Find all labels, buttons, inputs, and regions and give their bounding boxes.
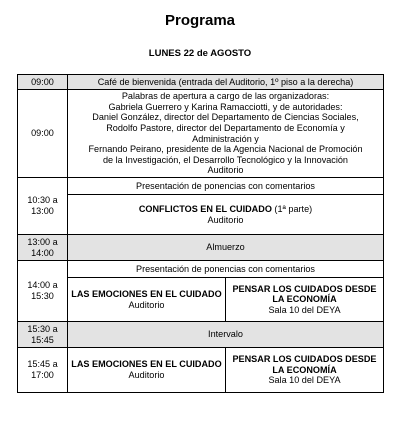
schedule-row-break: [18, 322, 384, 348]
session-room: Sala 10 del DEYA: [268, 375, 341, 386]
session-title: LAS EMOCIONES EN EL CUIDADO: [71, 288, 222, 299]
session-title: PENSAR LOS CUIDADOS DESDE LA ECONOMÍA: [232, 283, 377, 305]
opening-line: Rodolfo Pastore, director del Departamento de Economía y: [106, 122, 345, 133]
session-cell: [68, 195, 384, 235]
schedule-row-session1: [18, 195, 384, 235]
schedule-row-lunch: [18, 235, 384, 261]
session-title: CONFLICTOS EN EL CUIDADO (1ª parte): [138, 203, 313, 214]
time-cell: 15:30 a 15:45: [18, 322, 68, 348]
time-cell: 13:00 a 14:00: [18, 235, 68, 261]
session-title: LAS EMOCIONES EN EL CUIDADO: [71, 359, 222, 370]
schedule-row-session2-header: [18, 261, 384, 278]
opening-line: Daniel González, director del Departamento de Ciencias Sociales,: [92, 112, 359, 123]
opening-line: Administración y: [192, 133, 259, 144]
session-header-cell: Presentación de ponencias con comentarios: [68, 178, 384, 195]
session-room: Auditorio: [128, 370, 165, 380]
time-cell: 15:45 a 17:00: [18, 348, 68, 393]
schedule-row-session2: [18, 278, 384, 322]
schedule-row-welcome: [18, 75, 384, 90]
schedule-row-session3: [18, 348, 384, 393]
opening-line: Gabriela Guerrero y Karina Ramacciotti, y de autoridades:: [108, 101, 343, 112]
activity-cell: Café de bienvenida (entrada del Auditorio, 1º piso a la derecha): [68, 75, 384, 90]
schedule-table: [17, 74, 384, 393]
session-cell: [68, 348, 226, 393]
session-header-cell: Presentación de ponencias con comentarios: [68, 261, 384, 278]
opening-line: de la Investigación, el Desarrollo Tecnológico y la Innovación: [102, 154, 348, 165]
opening-line: Palabras de apertura a cargo de las organizadoras:: [121, 91, 330, 102]
time-cell: 14:00 a 15:30: [18, 261, 68, 322]
session-title: PENSAR LOS CUIDADOS DESDE LA ECONOMÍA: [232, 354, 377, 375]
session-room: Auditorio: [128, 299, 165, 310]
day-heading: LUNES 22 de AGOSTO: [148, 48, 252, 59]
time-cell: 10:30 a 13:00: [18, 178, 68, 235]
session-cell: [226, 348, 384, 393]
time-cell: 09:00: [18, 90, 68, 178]
activity-cell: Almuerzo: [68, 235, 384, 261]
session-room: Sala 10 del DEYA: [268, 304, 341, 315]
time-cell: 09:00: [18, 75, 68, 90]
activity-cell: [68, 90, 384, 178]
opening-line: Auditorio: [207, 165, 244, 176]
session-cell: [226, 278, 384, 322]
schedule-row-session1-header: [18, 178, 384, 195]
activity-cell: Intervalo: [68, 322, 384, 348]
opening-line: Fernando Peirano, presidente de la Agencia Nacional de Promoción: [88, 144, 363, 155]
session-room: Auditorio: [207, 214, 244, 225]
schedule-row-opening: [18, 90, 384, 178]
page-title: Programa: [164, 12, 236, 29]
session-cell: [68, 278, 226, 322]
